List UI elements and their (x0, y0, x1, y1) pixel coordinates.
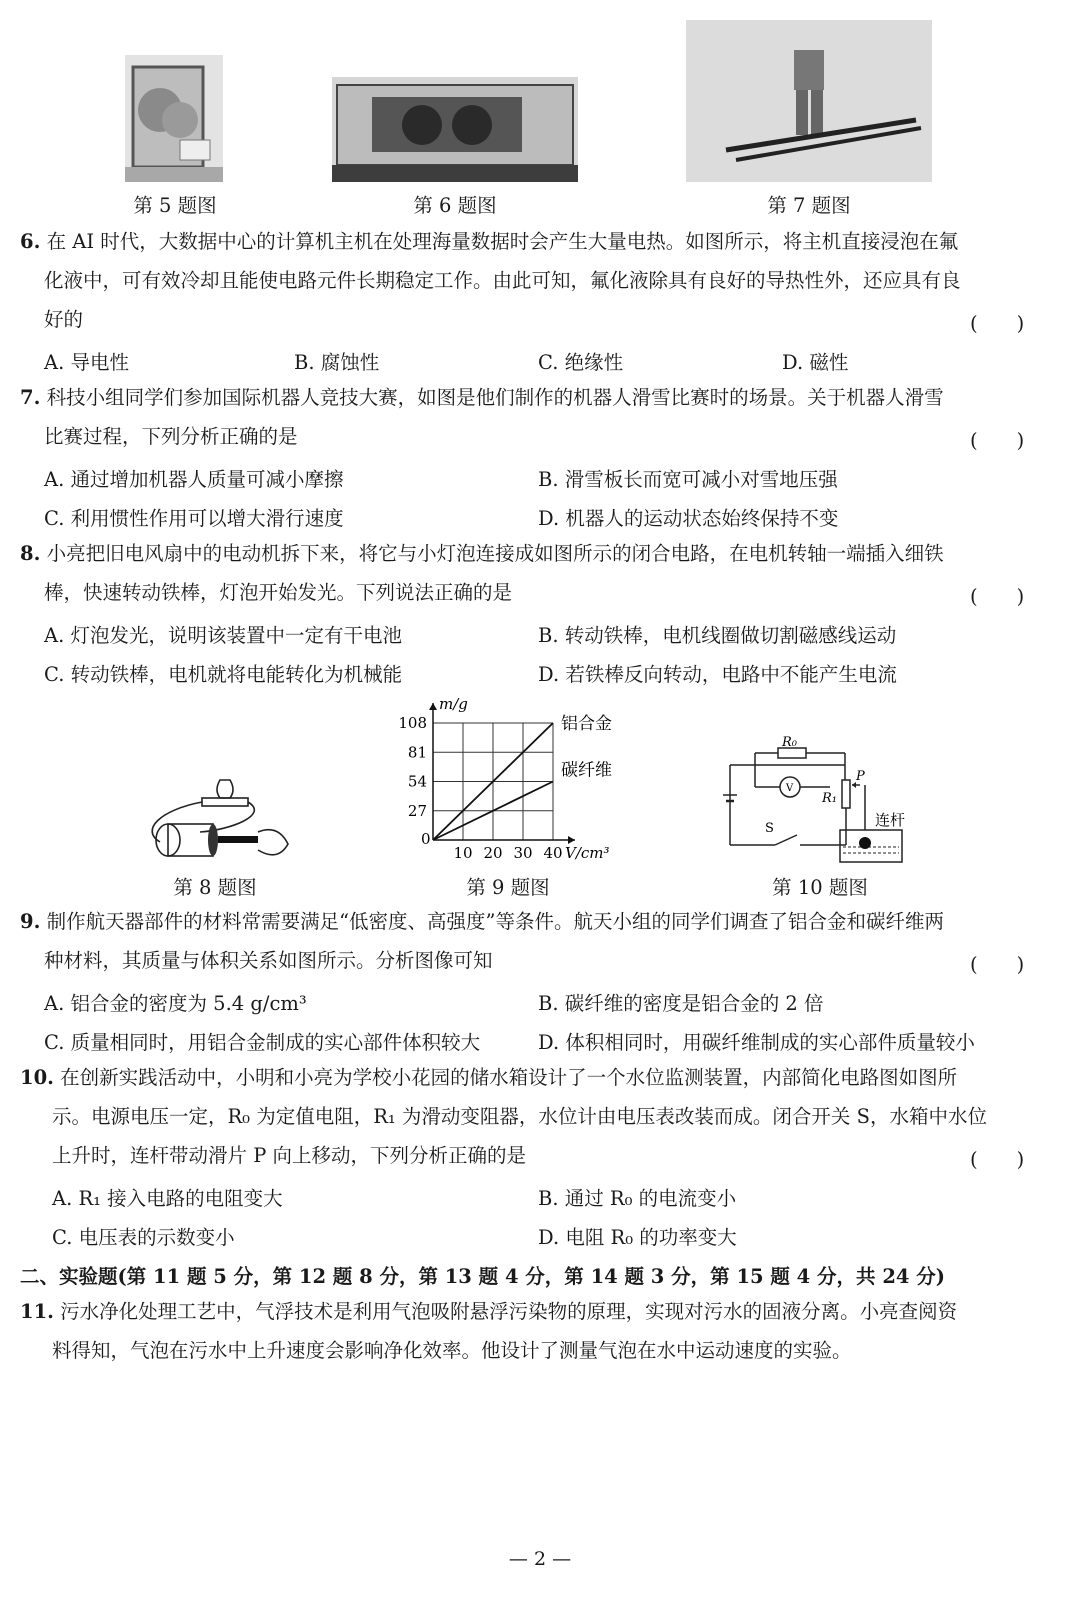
q10-option-d: D. 电阻 R₀ 的功率变大 (538, 1226, 737, 1249)
x-tick-label: 30 (513, 844, 533, 862)
q8-option-d: D. 若铁棒反向转动，电路中不能产生电流 (538, 663, 897, 686)
q11-line1 (20, 1300, 957, 1324)
q6-option-b: B. 腐蚀性 (294, 351, 380, 374)
q10-line3: 上升时，连杆带动滑片 P 向上移动，下列分析正确的是 (52, 1144, 527, 1167)
q10-option-b: B. 通过 R₀ 的电流变小 (538, 1187, 737, 1210)
q8-answer-paren: ( ) (970, 585, 1025, 608)
q6-option-c: C. 绝缘性 (538, 351, 624, 374)
q9-line2: 种材料，其质量与体积关系如图所示。分析图像可知 (44, 949, 493, 972)
q5-window-photo (125, 55, 223, 182)
q9-answer-paren: ( ) (970, 953, 1025, 976)
q7-robot-skiing-photo (686, 20, 932, 182)
server-tank-image (332, 77, 578, 182)
label-v: V (786, 783, 794, 794)
figure-9-mass-volume-chart (395, 698, 635, 868)
q7-option-a: A. 通过增加机器人质量可减小摩擦 (44, 468, 344, 491)
float-ball (859, 837, 871, 849)
label-s: S (765, 821, 774, 836)
y-axis-arrow (429, 703, 437, 710)
q9-option-d: D. 体积相同时，用碳纤维制成的实心部件质量较小 (538, 1031, 975, 1054)
q7-number: 7. (20, 386, 41, 409)
series-label: 铝合金 (561, 714, 612, 734)
q6-line3: 好的 (44, 308, 84, 331)
q7-line2: 比赛过程，下列分析正确的是 (44, 425, 298, 448)
q7-option-c: C. 利用惯性作用可以增大滑行速度 (44, 507, 344, 530)
water-tank (840, 830, 902, 862)
window-scene-image (125, 55, 223, 182)
y-tick-label: 27 (407, 801, 427, 820)
q9-number: 9. (20, 910, 41, 933)
robot-skier-image (686, 20, 932, 182)
q11-text-1: 污水净化处理工艺中，气浮技术是利用气泡吸附悬浮污染物的原理，实现对污水的固液分离。小亮查阅资 (60, 1300, 958, 1323)
label-r0: R₀ (782, 735, 797, 750)
y-tick-label: 108 (398, 714, 427, 732)
section-2-heading: 二、实验题(第 11 题 5 分，第 12 题 8 分，第 13 题 4 分，第 14 题 3 分，第 15 题 4 分，共 24 分) (20, 1265, 945, 1288)
figure-9-caption: 第 9 题图 (466, 876, 550, 899)
x-axis-label: V/cm³ (565, 844, 610, 862)
q8-option-c: C. 转动铁棒，电机就将电能转化为机械能 (44, 663, 403, 686)
q9-option-c: C. 质量相同时，用铝合金制成的实心部件体积较大 (44, 1031, 481, 1054)
x-tick-label: 10 (453, 844, 473, 862)
q10-text-1: 在创新实践活动中，小明和小亮为学校小花园的储水箱设计了一个水位监测装置，内部简化电路图如图所 (60, 1066, 958, 1089)
figure-8-motor-bulb-diagram (140, 770, 300, 870)
q10-answer-paren: ( ) (970, 1148, 1025, 1171)
series-label: 碳纤维 (561, 760, 612, 781)
q6-text-1: 在 AI 时代，大数据中心的计算机主机在处理海量数据时会产生大量电热。如图所示，将主机直接浸泡在氟 (46, 230, 959, 253)
label-r1: R₁ (822, 791, 837, 806)
q7-option-d: D. 机器人的运动状态始终保持不变 (538, 507, 839, 530)
figure-10-circuit-diagram (715, 735, 925, 870)
figure-8-caption: 第 8 题图 (173, 876, 257, 899)
q8-number: 8. (20, 542, 41, 565)
label-p: P (856, 769, 865, 784)
q7-answer-paren: ( ) (970, 429, 1025, 452)
q9-option-b: B. 碳纤维的密度是铝合金的 2 倍 (538, 992, 824, 1015)
q6-option-d: D. 磁性 (782, 351, 849, 374)
page-number: — 2 — (508, 1548, 572, 1570)
q8-option-a: A. 灯泡发光，说明该装置中一定有干电池 (44, 624, 402, 647)
q10-line2: 示。电源电压一定，R₀ 为定值电阻，R₁ 为滑动变阻器，水位计由电压表改装而成。闭合开关 S，水箱中水位 (52, 1105, 987, 1128)
x-tick-label: 40 (543, 844, 563, 862)
q10-option-a: A. R₁ 接入电路的电阻变大 (52, 1187, 283, 1210)
q10-option-c: C. 电压表的示数变小 (52, 1226, 235, 1249)
q8-option-b: B. 转动铁棒，电机线圈做切割磁感线运动 (538, 624, 897, 647)
q11-line2: 料得知，气泡在污水中上升速度会影响净化效率。他设计了测量气泡在水中运动速度的实验。 (52, 1339, 852, 1362)
q9-text-1: 制作航天器部件的材料常需要满足“低密度、高强度”等条件。航天小组的同学们调查了铝合金和碳纤维两 (46, 910, 945, 933)
x-axis-arrow (568, 836, 575, 844)
figure-10-caption: 第 10 题图 (772, 876, 868, 899)
y-tick-label: 54 (407, 772, 427, 791)
q8-text-1: 小亮把旧电风扇中的电动机拆下来，将它与小灯泡连接成如图所示的闭合电路，在电机转轴一端插入细铁 (46, 542, 944, 565)
q7-text-1: 科技小组同学们参加国际机器人竞技大赛，如图是他们制作的机器人滑雪比赛时的场景。关于机器人滑雪 (46, 386, 944, 409)
origin-label: 0 (421, 830, 431, 848)
q6-option-a: A. 导电性 (44, 351, 129, 374)
q10-number: 10. (20, 1066, 54, 1089)
q6-line1 (20, 230, 958, 254)
q6-immersion-cooling-photo (332, 77, 578, 182)
q9-line1 (20, 910, 944, 934)
q6-number: 6. (20, 230, 41, 253)
figure-6-caption: 第 6 题图 (413, 194, 497, 217)
figure-7-caption: 第 7 题图 (767, 194, 851, 217)
y-axis-label: m/g (439, 698, 468, 713)
q7-option-b: B. 滑雪板长而宽可减小对雪地压强 (538, 468, 838, 491)
switch-s (775, 835, 797, 845)
y-tick-label: 81 (407, 743, 427, 762)
q11-number: 11. (20, 1300, 54, 1323)
q6-line2: 化液中，可有效冷却且能使电路元件长期稳定工作。由此可知，氟化液除具有良好的导热性外，还应具有良 (44, 269, 961, 292)
q7-line1 (20, 386, 944, 410)
q6-answer-paren: ( ) (970, 312, 1025, 335)
q8-line1 (20, 542, 944, 566)
x-tick-label: 20 (483, 844, 503, 862)
figure-5-caption: 第 5 题图 (133, 194, 217, 217)
q8-line2: 棒，快速转动铁棒，灯泡开始发光。下列说法正确的是 (44, 581, 513, 604)
label-rod: 连杆 (875, 811, 906, 829)
r1-rheostat (842, 780, 850, 808)
q9-option-a: A. 铝合金的密度为 5.4 g/cm³ (44, 992, 307, 1015)
q10-line1 (20, 1066, 957, 1090)
